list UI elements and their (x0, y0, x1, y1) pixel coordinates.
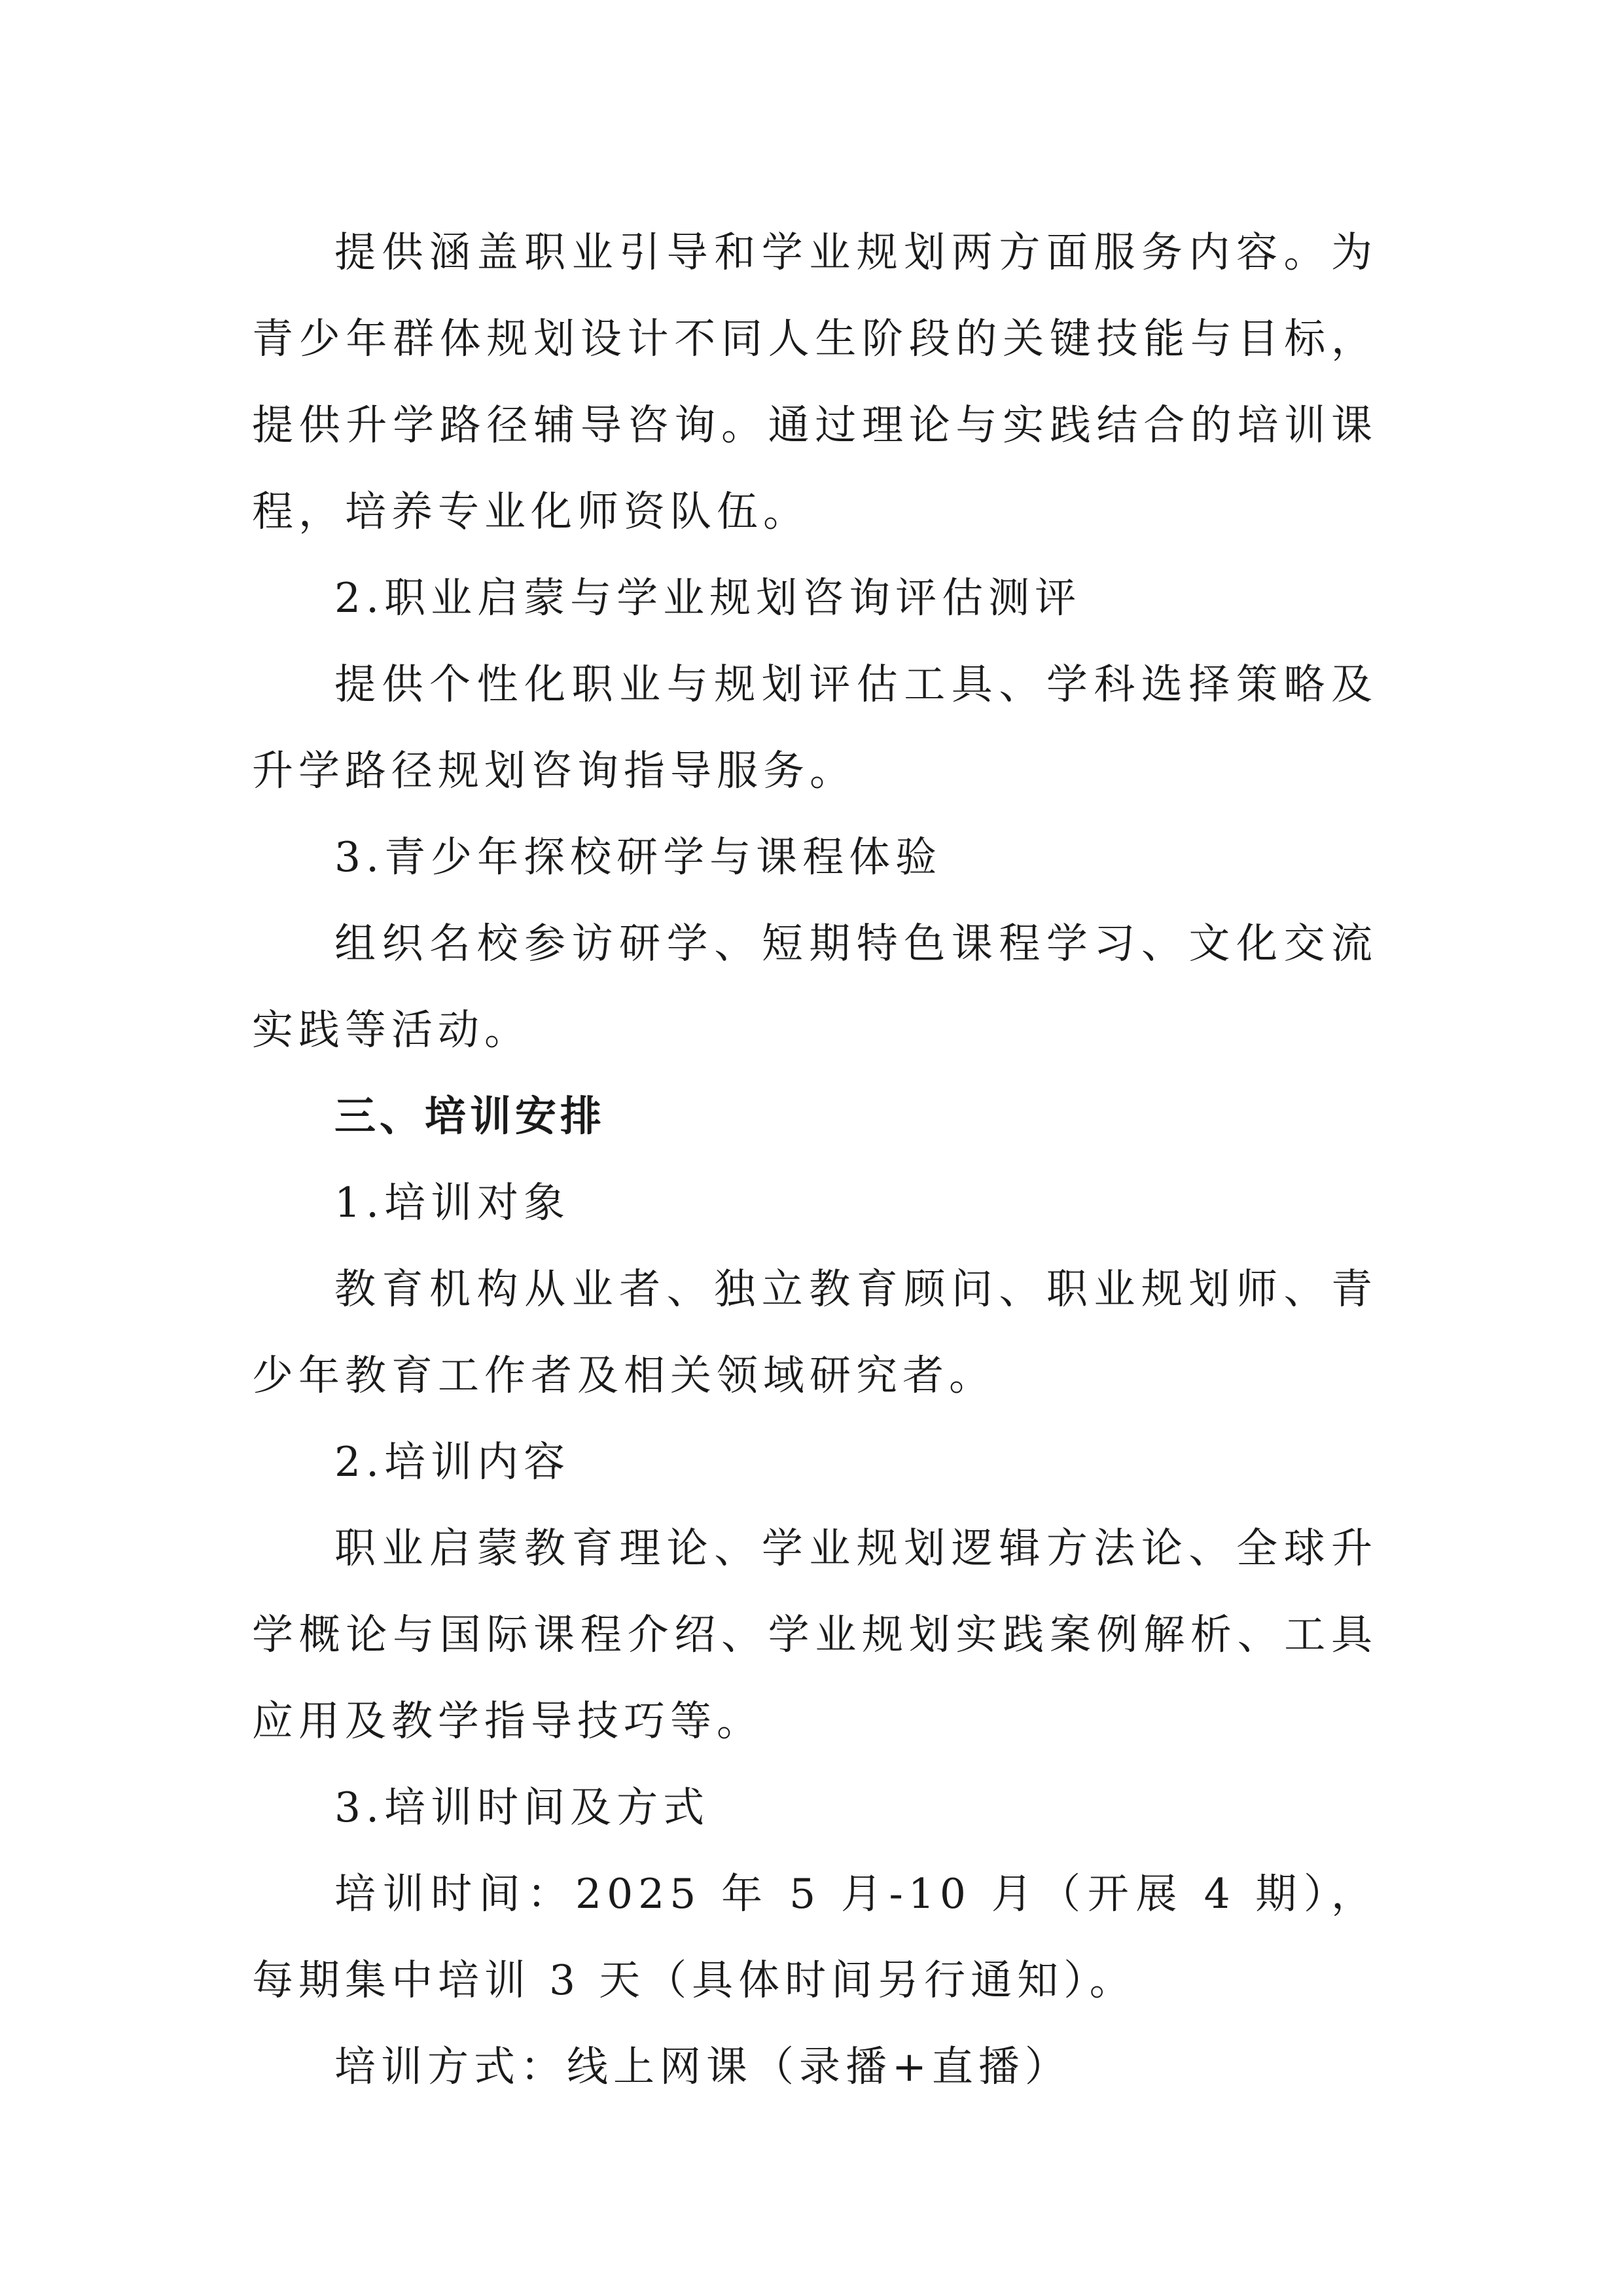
section-heading-training-arrangement: 三、培训安排 (334, 1092, 605, 1140)
paragraph-campus-visit: 组织名校参访研学、短期特色课程学习、文化交流实践等活动。 (252, 920, 1378, 1054)
paragraph-training-target: 教育机构从业者、独立教育顾问、职业规划师、青少年教育工作者及相关领域研究者。 (252, 1265, 1378, 1399)
paragraph-service-content: 提供涵盖职业引导和学业规划两方面服务内容。为青少年群体规划设计不同人生阶段的关键技能与目标，提供升学路径辅导咨询。通过理论与实践结合的培训课程，培养专业化师资队伍。 (252, 228, 1378, 535)
paragraph-career-assessment: 提供个性化职业与规划评估工具、学科选择策略及升学路径规划咨询指导服务。 (252, 660, 1378, 795)
paragraph-training-time: 培训时间：2025 年 5 月-10 月（开展 4 期），每期集中培训 3 天（具体时间另行通知）。 (252, 1870, 1378, 2004)
paragraph-training-method: 培训方式：线上网课（录播+直播） (334, 2043, 1071, 2090)
item-training-content-title: 2.培训内容 (334, 1438, 571, 1486)
item-training-target-title: 1.培训对象 (334, 1179, 571, 1227)
item-campus-visit-title: 3.青少年探校研学与课程体验 (334, 833, 942, 881)
paragraph-training-content: 职业启蒙教育理论、学业规划逻辑方法论、全球升学概论与国际课程介绍、学业规划实践案例解析、工具应用及教学指导技巧等。 (252, 1524, 1378, 1745)
item-training-time-method-title: 3.培训时间及方式 (334, 1784, 710, 1831)
item-career-assessment-title: 2.职业启蒙与学业规划咨询评估测评 (334, 574, 1082, 622)
document-body (252, 209, 1378, 2110)
